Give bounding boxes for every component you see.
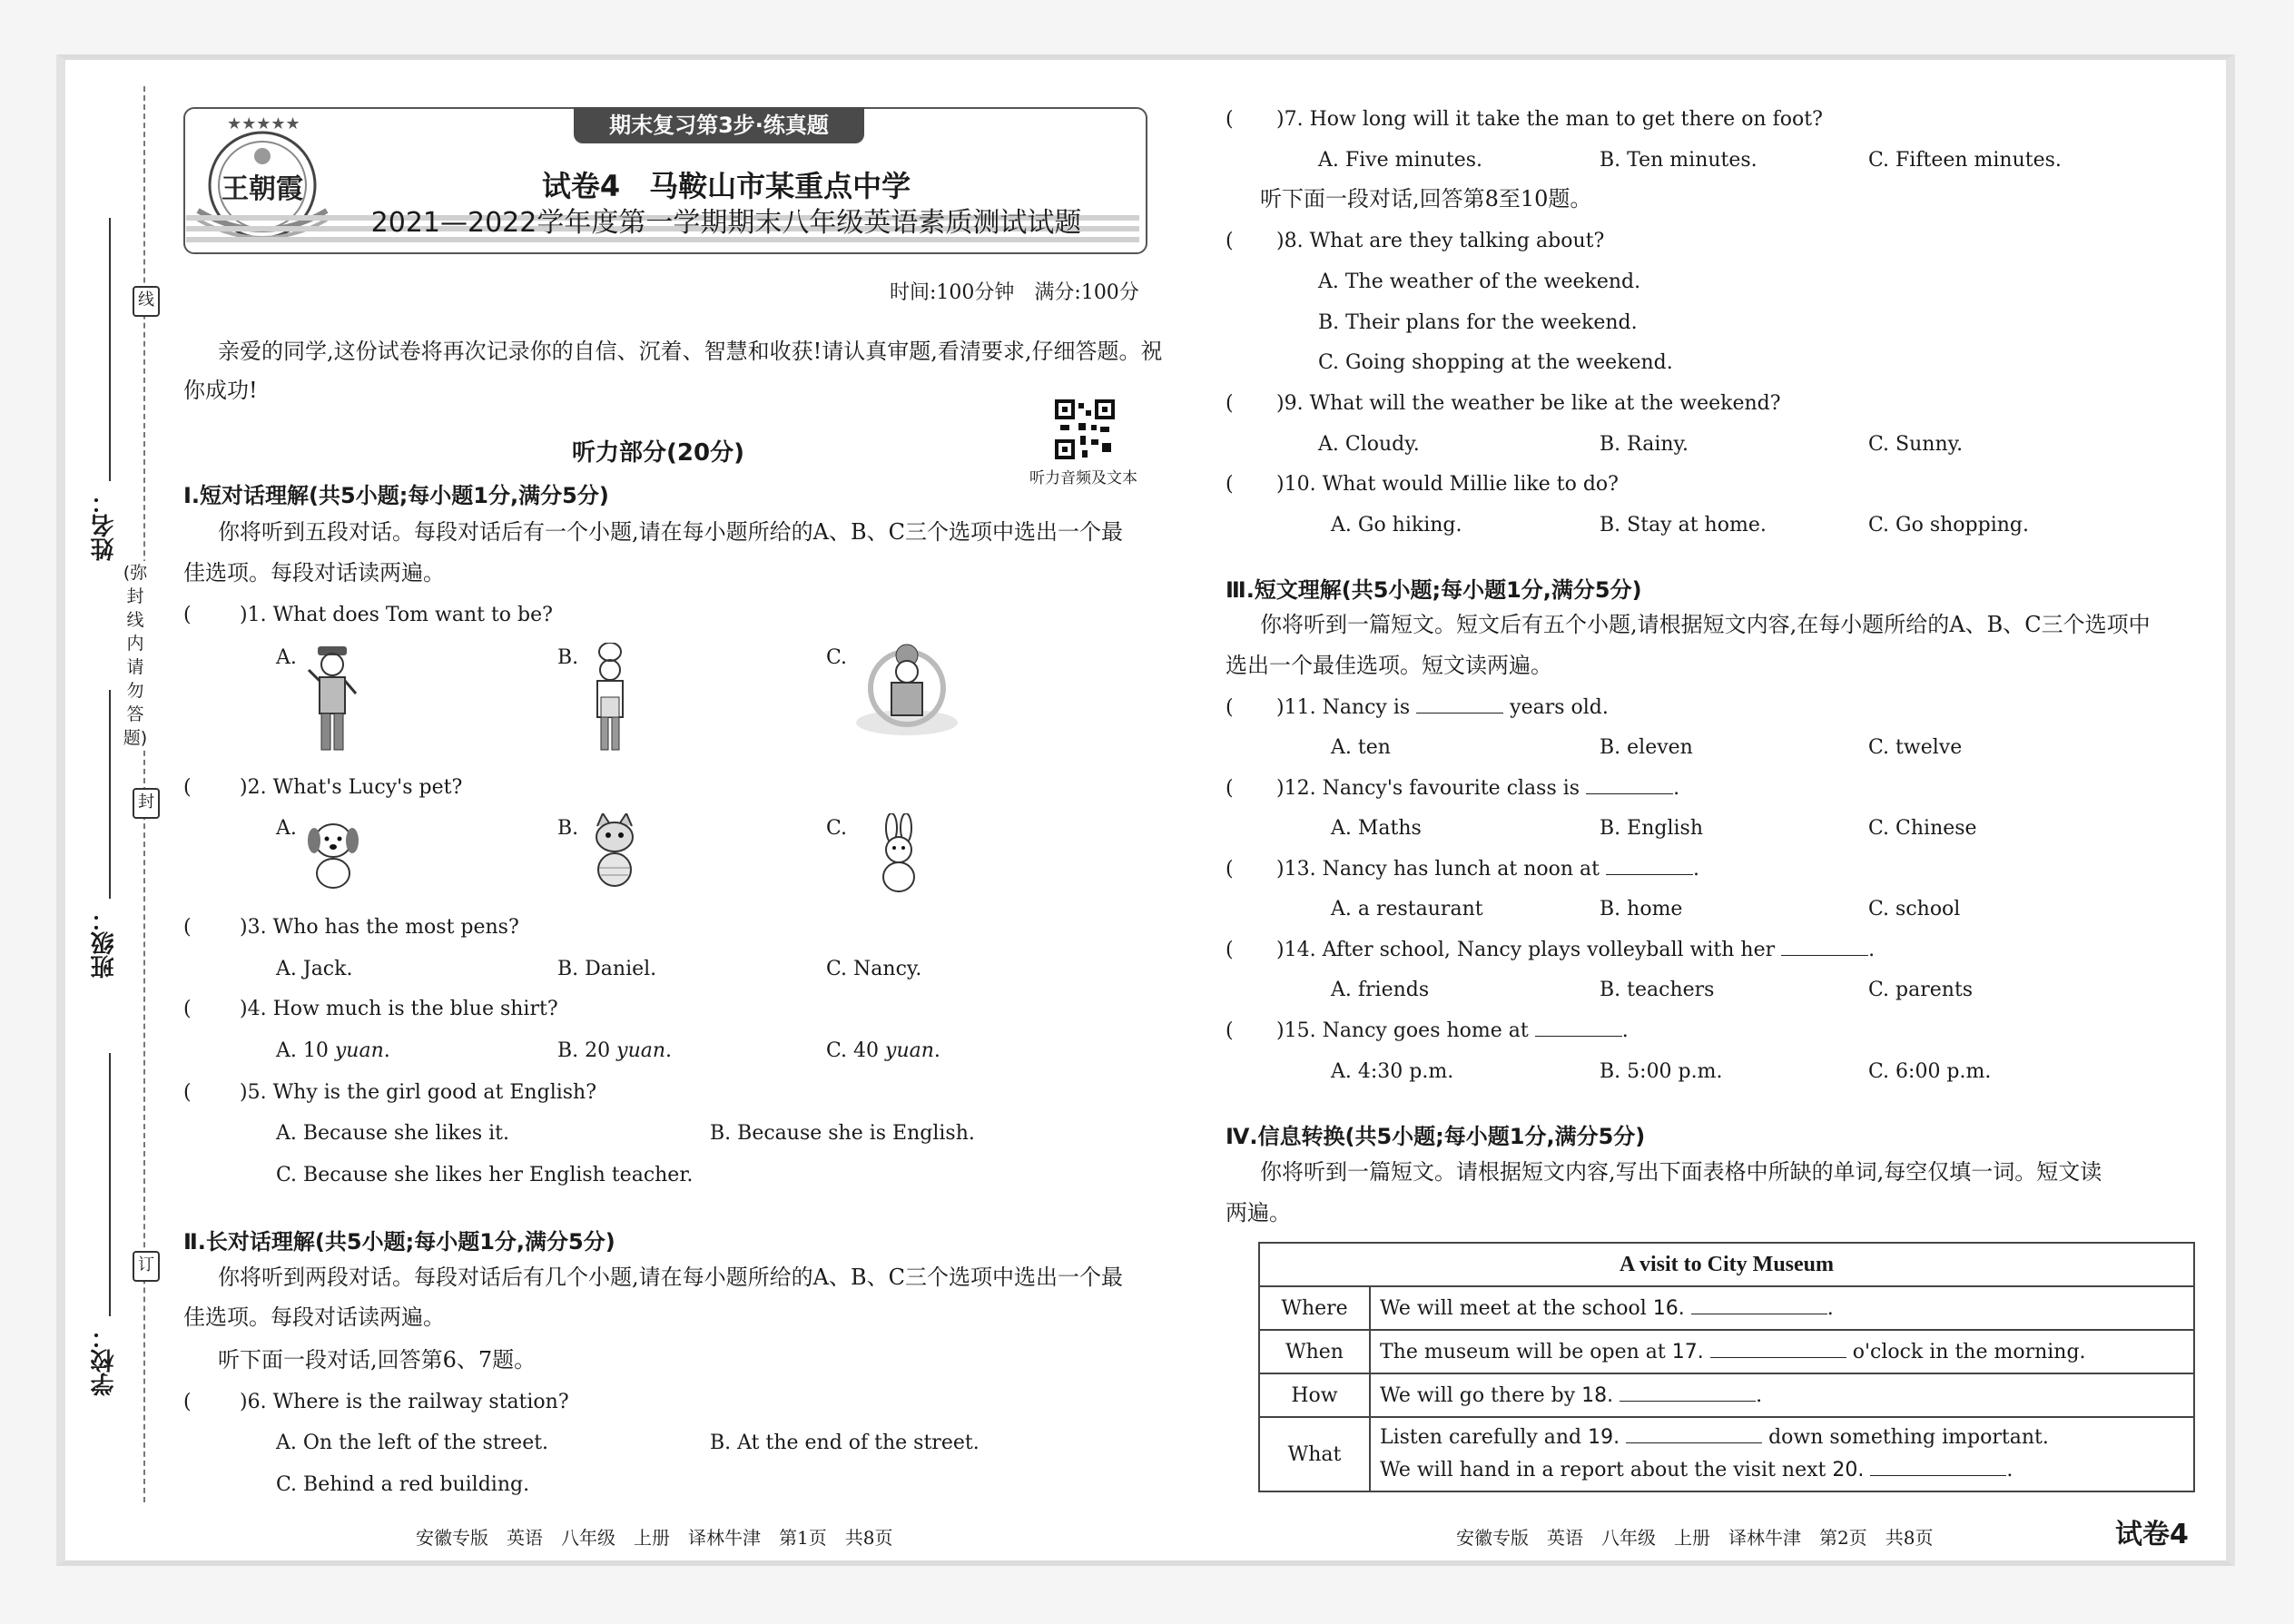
q2-paren[interactable]: ( <box>183 776 192 799</box>
q9-option-a[interactable]: A. Cloudy. <box>1318 433 1420 456</box>
q15-paren[interactable]: ( <box>1226 1019 1234 1042</box>
q5-paren[interactable]: ( <box>183 1081 192 1104</box>
q4-option-a[interactable]: A. 10 yuan. <box>276 1039 390 1062</box>
footer-right: 安徽专版 英语 八年级 上册 译林牛津 第2页 共8页 <box>1456 1527 1934 1549</box>
q7-paren[interactable]: ( <box>1226 108 1234 131</box>
q13-option-c[interactable]: C. school <box>1868 898 1961 920</box>
q9-question: )9. What will the weather be like at the weekend? <box>1276 392 1781 415</box>
seal-feng: 封 <box>133 788 160 819</box>
q1-option-b[interactable]: B. <box>557 646 579 669</box>
q1-option-a[interactable]: A. <box>276 646 297 669</box>
logo-text: 王朝霞 <box>222 173 303 205</box>
q1-question: )1. What does Tom want to be? <box>240 604 553 626</box>
school-field[interactable] <box>109 1053 111 1316</box>
q15-blank[interactable] <box>1535 1036 1622 1037</box>
section1-instr-1: 你将听到五段对话。每段对话后有一个小题,请在每小题所给的A、B、C三个选项中选出一个最 <box>218 519 1123 545</box>
row-key: Where <box>1259 1286 1370 1330</box>
info-table <box>1258 1242 2195 1492</box>
intro-line2: 你成功! <box>183 378 258 403</box>
q11-option-c[interactable]: C. twelve <box>1868 736 1963 759</box>
section2-sub1: 听下面一段对话,回答第6、7题。 <box>218 1347 537 1373</box>
q13-blank[interactable] <box>1606 874 1693 875</box>
intro-line1: 亲爱的同学,这份试卷将再次记录你的自信、沉着、智慧和收获!请认真审题,看清要求,仔细答题。祝 <box>218 339 1163 364</box>
q15-option-a[interactable]: A. 4:30 p.m. <box>1331 1060 1454 1083</box>
q4-paren[interactable]: ( <box>183 998 192 1020</box>
qr-caption: 听力音频及文本 <box>1029 469 1137 487</box>
fireman-image <box>848 635 966 743</box>
table-title: A visit to City Museum <box>1259 1243 2194 1286</box>
q14-question: )14. After school, Nancy plays volleyball with her . <box>1276 939 1876 961</box>
q2-option-b[interactable]: B. <box>557 817 579 840</box>
q13-option-a[interactable]: A. a restaurant <box>1331 898 1483 920</box>
q5-option-b[interactable]: B. Because she is English. <box>710 1122 975 1145</box>
q2-option-c[interactable]: C. <box>826 817 848 840</box>
q13-paren[interactable]: ( <box>1226 858 1234 881</box>
qr-code-icon[interactable] <box>1055 399 1115 459</box>
section4-title: Ⅳ.信息转换(共5小题;每小题1分,满分5分) <box>1226 1124 1646 1149</box>
paper-badge: 试卷4 <box>2115 1519 2189 1550</box>
row-key: What <box>1259 1417 1370 1491</box>
step-tab: 期末复习第3步·练真题 <box>574 107 864 143</box>
q10-paren[interactable]: ( <box>1226 473 1234 496</box>
blank-17[interactable] <box>1710 1357 1846 1358</box>
section2-instr-1: 你将听到两段对话。每段对话后有几个小题,请在每小题所给的A、B、C三个选项中选出一个最 <box>218 1265 1123 1290</box>
q12-blank[interactable] <box>1586 793 1673 794</box>
q6-option-c[interactable]: C. Behind a red building. <box>276 1473 530 1496</box>
q11-question: )11. Nancy is years old. <box>1276 696 1609 719</box>
q2-option-a[interactable]: A. <box>276 817 297 840</box>
q8-question: )8. What are they talking about? <box>1276 230 1605 252</box>
table-row-how: How We will go there by 18. . <box>1259 1373 2194 1417</box>
q7-option-c[interactable]: C. Fifteen minutes. <box>1868 149 2062 172</box>
q14-paren[interactable]: ( <box>1226 939 1234 961</box>
svg-text:★★★★★: ★★★★★ <box>227 114 300 133</box>
q14-option-a[interactable]: A. friends <box>1331 979 1430 1001</box>
q5-question: )5. Why is the girl good at English? <box>240 1081 597 1104</box>
q11-option-b[interactable]: B. eleven <box>1600 736 1693 759</box>
q14-option-b[interactable]: B. teachers <box>1600 979 1715 1001</box>
class-label: 班级： <box>91 908 118 979</box>
q7-option-b[interactable]: B. Ten minutes. <box>1600 149 1757 172</box>
q15-question: )15. Nancy goes home at . <box>1276 1019 1629 1042</box>
q7-question: )7. How long will it take the man to get there on foot? <box>1276 108 1823 131</box>
q10-option-a[interactable]: A. Go hiking. <box>1331 514 1462 536</box>
q6-paren[interactable]: ( <box>183 1391 192 1413</box>
school-label: 学校： <box>91 1325 118 1396</box>
q11-option-a[interactable]: A. ten <box>1331 736 1391 759</box>
blank-20[interactable] <box>1870 1475 2006 1476</box>
section1-title: Ⅰ.短对话理解(共5小题;每小题1分,满分5分) <box>183 483 609 508</box>
q13-question: )13. Nancy has lunch at noon at . <box>1276 858 1699 881</box>
q3-option-a[interactable]: A. Jack. <box>276 958 353 980</box>
exam-title: 试卷4 马鞍山市某重点中学 <box>541 169 911 203</box>
rabbit-image <box>871 813 926 895</box>
table-row-where: Where We will meet at the school 16. . <box>1259 1286 2194 1330</box>
q3-question: )3. Who has the most pens? <box>240 916 519 939</box>
q5-option-a[interactable]: A. Because she likes it. <box>276 1122 510 1145</box>
exam-subtitle: 2021—2022学年度第一学期期末八年级英语素质测试试题 <box>370 207 1082 239</box>
q9-option-b[interactable]: B. Rainy. <box>1600 433 1689 456</box>
q12-paren[interactable]: ( <box>1226 777 1234 800</box>
listening-title: 听力部分(20分) <box>572 439 744 467</box>
row-key: How <box>1259 1373 1370 1417</box>
q6-question: )6. Where is the railway station? <box>240 1391 569 1413</box>
table-row-when: When The museum will be open at 17. o'clock in the morning. <box>1259 1330 2194 1373</box>
q3-option-c[interactable]: C. Nancy. <box>826 958 922 980</box>
q1-option-c[interactable]: C. <box>826 646 848 669</box>
q4-option-c[interactable]: C. 40 yuan. <box>826 1039 940 1062</box>
q10-question: )10. What would Millie like to do? <box>1276 473 1619 496</box>
binding-note: (弥封线内请勿答题) <box>123 563 148 748</box>
section3-instr-1: 你将听到一篇短文。短文后有五个小题,请根据短文内容,在每小题所给的A、B、C三个选项中 <box>1260 612 2151 637</box>
q8-option-b[interactable]: B. Their plans for the weekend. <box>1318 311 1638 334</box>
dog-image <box>301 813 365 890</box>
q10-option-b[interactable]: B. Stay at home. <box>1600 514 1767 536</box>
section2-title: Ⅱ.长对话理解(共5小题;每小题1分,满分5分) <box>183 1229 615 1255</box>
q9-paren[interactable]: ( <box>1226 392 1234 415</box>
q6-option-b[interactable]: B. At the end of the street. <box>710 1432 980 1454</box>
q12-option-a[interactable]: A. Maths <box>1331 817 1422 840</box>
q1-paren[interactable]: ( <box>183 604 192 626</box>
section4-instr-2: 两遍。 <box>1226 1200 1291 1225</box>
q4-option-b[interactable]: B. 20 yuan. <box>557 1039 673 1062</box>
time-score: 时间:100分钟 满分:100分 <box>890 281 1139 304</box>
class-field[interactable] <box>109 690 111 899</box>
section2-instr-2: 佳选项。每段对话读两遍。 <box>183 1304 445 1330</box>
q15-option-c[interactable]: C. 6:00 p.m. <box>1868 1060 1992 1083</box>
section3-title: Ⅲ.短文理解(共5小题;每小题1分,满分5分) <box>1226 577 1642 603</box>
q2-question: )2. What's Lucy's pet? <box>240 776 463 799</box>
q15-option-b[interactable]: B. 5:00 p.m. <box>1600 1060 1723 1083</box>
q8-paren[interactable]: ( <box>1226 230 1234 252</box>
seal-ding: 订 <box>133 1251 160 1282</box>
cat-image <box>583 813 646 890</box>
chef-image <box>583 643 637 757</box>
table-row-what: What Listen carefully and 19. down something important. We will hand in a report about the visit next 20. . <box>1259 1417 2194 1491</box>
q5-option-c[interactable]: C. Because she likes her English teacher. <box>276 1164 694 1186</box>
q11-blank[interactable] <box>1416 713 1503 714</box>
footer-left: 安徽专版 英语 八年级 上册 译林牛津 第1页 共8页 <box>416 1527 893 1549</box>
section3-instr-2: 选出一个最佳选项。短文读两遍。 <box>1226 653 1552 678</box>
seal-xian: 线 <box>133 286 160 317</box>
section1-instr-2: 佳选项。每段对话读两遍。 <box>183 560 445 586</box>
q14-blank[interactable] <box>1781 955 1868 956</box>
q14-option-c[interactable]: C. parents <box>1868 979 1974 1001</box>
q3-paren[interactable]: ( <box>183 916 192 939</box>
section4-instr-1: 你将听到一篇短文。请根据短文内容,写出下面表格中所缺的单词,每空仅填一词。短文读 <box>1260 1159 2102 1185</box>
q12-question: )12. Nancy's favourite class is . <box>1276 777 1680 800</box>
blank-18[interactable] <box>1620 1401 1756 1402</box>
q12-option-c[interactable]: C. Chinese <box>1868 817 1977 840</box>
q13-option-b[interactable]: B. home <box>1600 898 1683 920</box>
q8-option-a[interactable]: A. The weather of the weekend. <box>1318 271 1641 293</box>
name-field[interactable] <box>109 218 111 481</box>
name-label: 姓名： <box>91 490 118 561</box>
blank-19[interactable] <box>1626 1442 1762 1443</box>
q8-option-c[interactable]: C. Going shopping at the weekend. <box>1318 351 1673 374</box>
policeman-image <box>305 643 359 757</box>
q12-option-b[interactable]: B. English <box>1600 817 1703 840</box>
q6-option-a[interactable]: A. On the left of the street. <box>276 1432 549 1454</box>
q9-option-c[interactable]: C. Sunny. <box>1868 433 1964 456</box>
row-key: When <box>1259 1330 1370 1373</box>
q10-option-c[interactable]: C. Go shopping. <box>1868 514 2029 536</box>
q3-option-b[interactable]: B. Daniel. <box>557 958 657 980</box>
q7-option-a[interactable]: A. Five minutes. <box>1318 149 1482 172</box>
q11-paren[interactable]: ( <box>1226 696 1234 719</box>
section2-sub2: 听下面一段对话,回答第8至10题。 <box>1260 186 1592 212</box>
q4-question: )4. How much is the blue shirt? <box>240 998 558 1020</box>
